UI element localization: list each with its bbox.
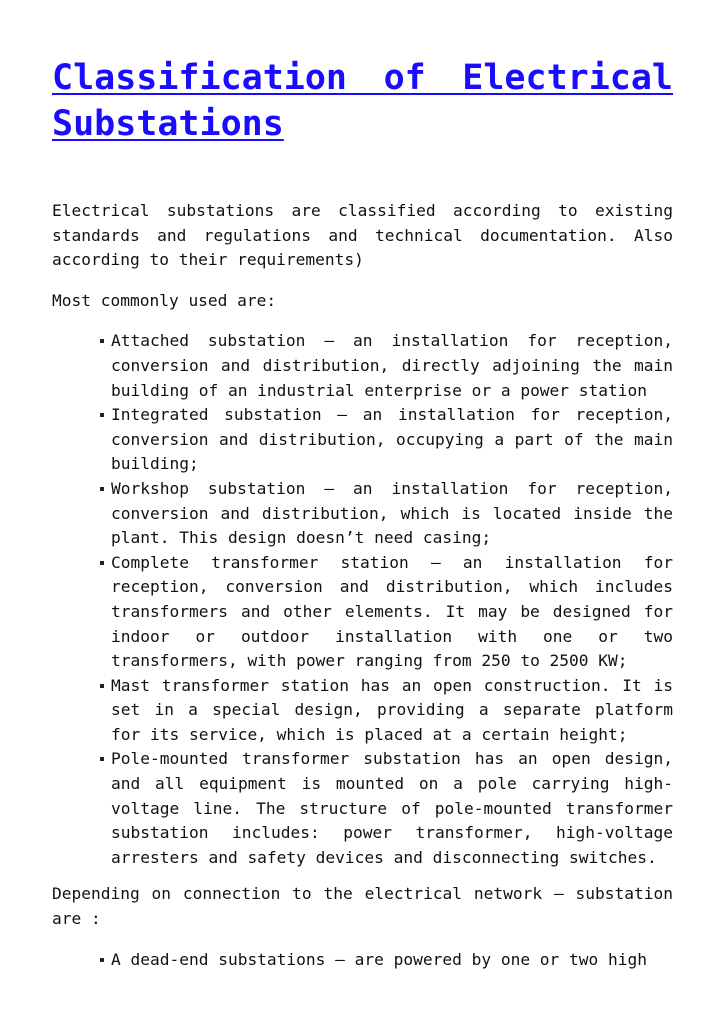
article-title bbox=[52, 55, 673, 147]
list-item-text: Pole-mounted transformer substation has an open design, and all equipment is mounted on a pole carrying high-voltage line. The structure of pole-mounted transformer substation includes: power transformer, high-voltage arresters and safety devices and disconnecting switches. bbox=[111, 749, 673, 867]
article bbox=[52, 0, 673, 972]
list-item-text: Integrated substation – an installation for reception, conversion and distribution, occupying a part of the main building; bbox=[111, 405, 673, 474]
square-bullet-icon bbox=[100, 413, 104, 417]
list-item bbox=[52, 477, 673, 551]
list-item bbox=[52, 551, 673, 674]
list-item-text: Attached substation – an installation for reception, conversion and distribution, directly adjoining the main building of an industrial enterprise or a power station bbox=[111, 331, 673, 400]
list-item bbox=[52, 403, 673, 477]
article-title-link[interactable]: Classification of Electrical Substations bbox=[52, 58, 673, 144]
square-bullet-icon bbox=[100, 487, 104, 491]
square-bullet-icon bbox=[100, 339, 104, 343]
list-item bbox=[52, 329, 673, 403]
list-item bbox=[52, 747, 673, 870]
list-item-text: Complete transformer station – an installation for reception, conversion and distribution, which includes transformers and other elements. It may be designed for indoor or outdoor installation with one or two transformers, with power ranging from 250 to 2500 KW; bbox=[111, 552, 673, 671]
list-item bbox=[52, 948, 673, 973]
list-item-text: Mast transformer station has an open construction. It is set in a special design, providing a separate platform for its service, which is placed at a certain height; bbox=[111, 675, 673, 744]
list-item-text: Workshop substation – an installation for reception, conversion and distribution, which is located inside the plant. This design doesn’t need casing; bbox=[111, 478, 673, 548]
intro-paragraph: Electrical substations are classified according to existing standards and regulations and technical documentation. Also according to their requirements) bbox=[52, 201, 673, 270]
substation-types-list bbox=[52, 329, 673, 870]
lead-paragraph: Most commonly used are: bbox=[52, 290, 277, 310]
square-bullet-icon bbox=[100, 757, 104, 761]
connection-lead-paragraph: Depending on connection to the electrical network – substation are : bbox=[52, 884, 673, 929]
square-bullet-icon bbox=[100, 561, 104, 565]
square-bullet-icon bbox=[100, 684, 104, 688]
list-item bbox=[52, 674, 673, 748]
connection-types-list bbox=[52, 948, 673, 973]
list-item-text: A dead-end substations – are powered by one or two high bbox=[111, 949, 648, 969]
square-bullet-icon bbox=[100, 958, 104, 962]
